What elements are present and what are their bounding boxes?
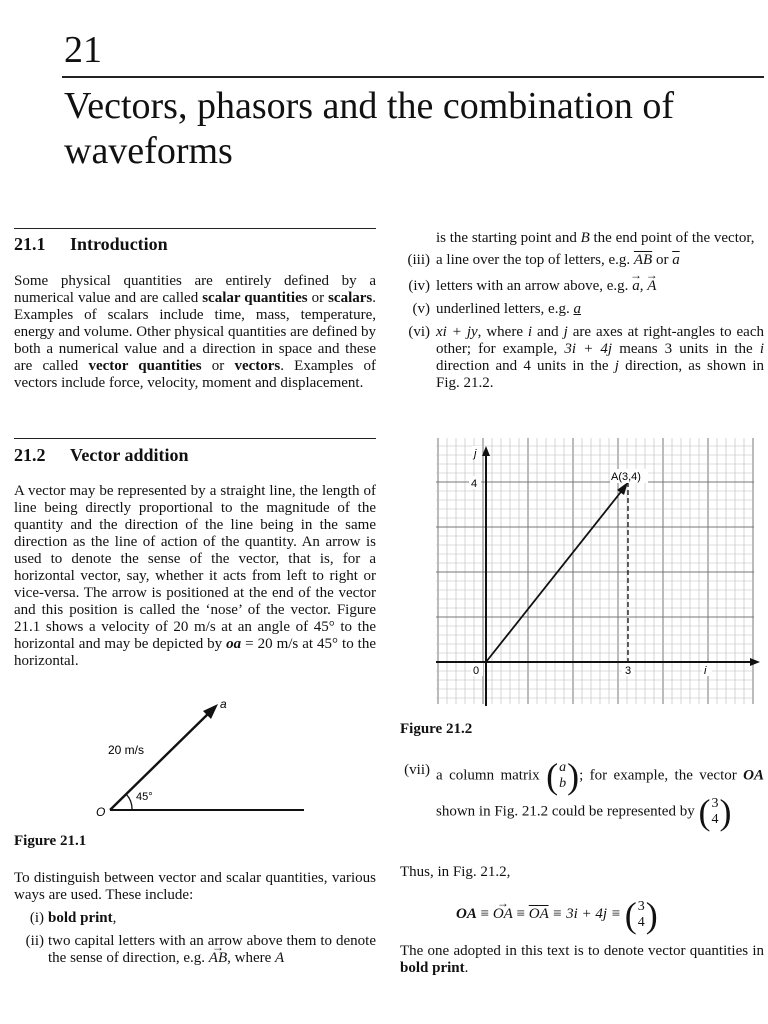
tick-label-i-3: 3 bbox=[625, 665, 632, 677]
figure-21-1-caption: Figure 21.1 bbox=[14, 833, 87, 849]
notation-list-right-vii bbox=[400, 758, 764, 835]
j-axis-label: j bbox=[474, 448, 477, 460]
column-matrix-ab: ( a b ) bbox=[546, 756, 580, 796]
tick-label-j-4: 4 bbox=[471, 478, 478, 490]
thus-text: Thus, in Fig. 21.2, bbox=[400, 864, 511, 880]
section-title: Vector addition bbox=[70, 445, 189, 465]
point-a-label: A(3,4) bbox=[611, 471, 641, 483]
figure-21-2-graph bbox=[436, 438, 764, 708]
list-item-continuation: is the starting point and B the end point of the vector, bbox=[436, 230, 755, 246]
origin-label: 0 bbox=[473, 665, 480, 677]
angle-arc bbox=[126, 794, 132, 810]
section-number: 21.2 bbox=[14, 445, 46, 465]
section-title: Introduction bbox=[70, 234, 168, 254]
section-number: 21.1 bbox=[14, 234, 46, 254]
column-matrix-34: ( 3 4 ) bbox=[624, 894, 658, 935]
chapter-title: Vectors, phasors and the combination of waveforms bbox=[64, 85, 674, 172]
i-axis-arrow bbox=[750, 658, 760, 666]
label-o: O bbox=[96, 805, 106, 819]
section-rule bbox=[14, 228, 376, 229]
section-heading-vector-addition bbox=[14, 445, 189, 466]
vector-addition-paragraph: A vector may be represented by a straight line, the length of line being directly proportional to the magnitude of the quantity and the direction of the line being in the same direction as the line of action of the quantity. An arrow is used to denote the sense of the vector, that is, for a horizontal vector, say, whether it acts from left to right or vice-versa. The arrow is positioned at the end of the vector and this position is called the ‘nose’ of the vector. Figure 21.1 shows a velocity of 20 m/s at an angle of 45° to the horizontal and may be depicted by oa = 20 m/s at 45° to the horizontal. bbox=[14, 483, 377, 669]
chapter-rule bbox=[62, 76, 764, 78]
vector-oa-arrowhead bbox=[617, 482, 628, 495]
list-item: (v) underlined letters, e.g. a bbox=[412, 301, 581, 317]
list-item: (i) bold print, bbox=[29, 910, 117, 926]
list-item: (iii) a line over the top of letters, e.g. $\overline{AB}$ or $\overline{a}$ bbox=[407, 252, 680, 268]
equation-oa: OA ≡ → OA ≡ $\overline{OA} \equiv 3i + 4j$ ≡ ( 3 4 ) bbox=[456, 894, 756, 934]
list-item: (vii) a column matrix ( a b ) ; for example, the vector OA shown in Fig. 21.2 could be represented by ( 3 4 ) bbox=[404, 756, 764, 832]
list-item: (iv) letters with an arrow above, e.g. → a, → A bbox=[400, 278, 764, 295]
label-speed: 20 m/s bbox=[108, 743, 145, 757]
i-axis-label: i bbox=[704, 665, 707, 677]
notation-list-left bbox=[14, 910, 376, 972]
column-matrix-34: ( 3 4 ) bbox=[698, 792, 732, 832]
list-item: (vi) xi + jy, where i and j are axes at right-angles to each other; for example, 3i + 4j means 3 units in the i direction and 4 units in the j direction, as shown in Fig. 21.2. bbox=[408, 324, 764, 391]
closing-paragraph: The one adopted in this text is to denote vector quantities in bold print. bbox=[400, 943, 764, 976]
introduction-paragraph: Some physical quantities are entirely defined by a numerical value and are called scalar quantities or scalars. Examples of scalars include time, mass, temperature, energy and volume. Other physical quantities are defined by both a numerical value and a direction in space and these are called vector quantities or vectors. Examples of vectors include force, velocity, moment and displacement. bbox=[14, 273, 376, 391]
section-heading-introduction bbox=[14, 234, 168, 255]
label-a: a bbox=[220, 697, 227, 711]
section-rule bbox=[14, 438, 376, 439]
vector-line-oa bbox=[110, 710, 212, 810]
figure-21-2-caption: Figure 21.2 bbox=[400, 721, 473, 737]
list-item: (ii) two capital letters with an arrow above them to denote the sense of direction, e.g. → AB, where A bbox=[14, 933, 376, 967]
chapter-number: 21 bbox=[64, 29, 102, 71]
notation-list-right bbox=[400, 230, 764, 397]
distinguish-intro: To distinguish between vector and scalar quantities, various ways are used. These include: bbox=[14, 870, 376, 903]
figure-21-1-vector-diagram bbox=[90, 690, 320, 820]
label-angle: 45° bbox=[136, 791, 153, 803]
